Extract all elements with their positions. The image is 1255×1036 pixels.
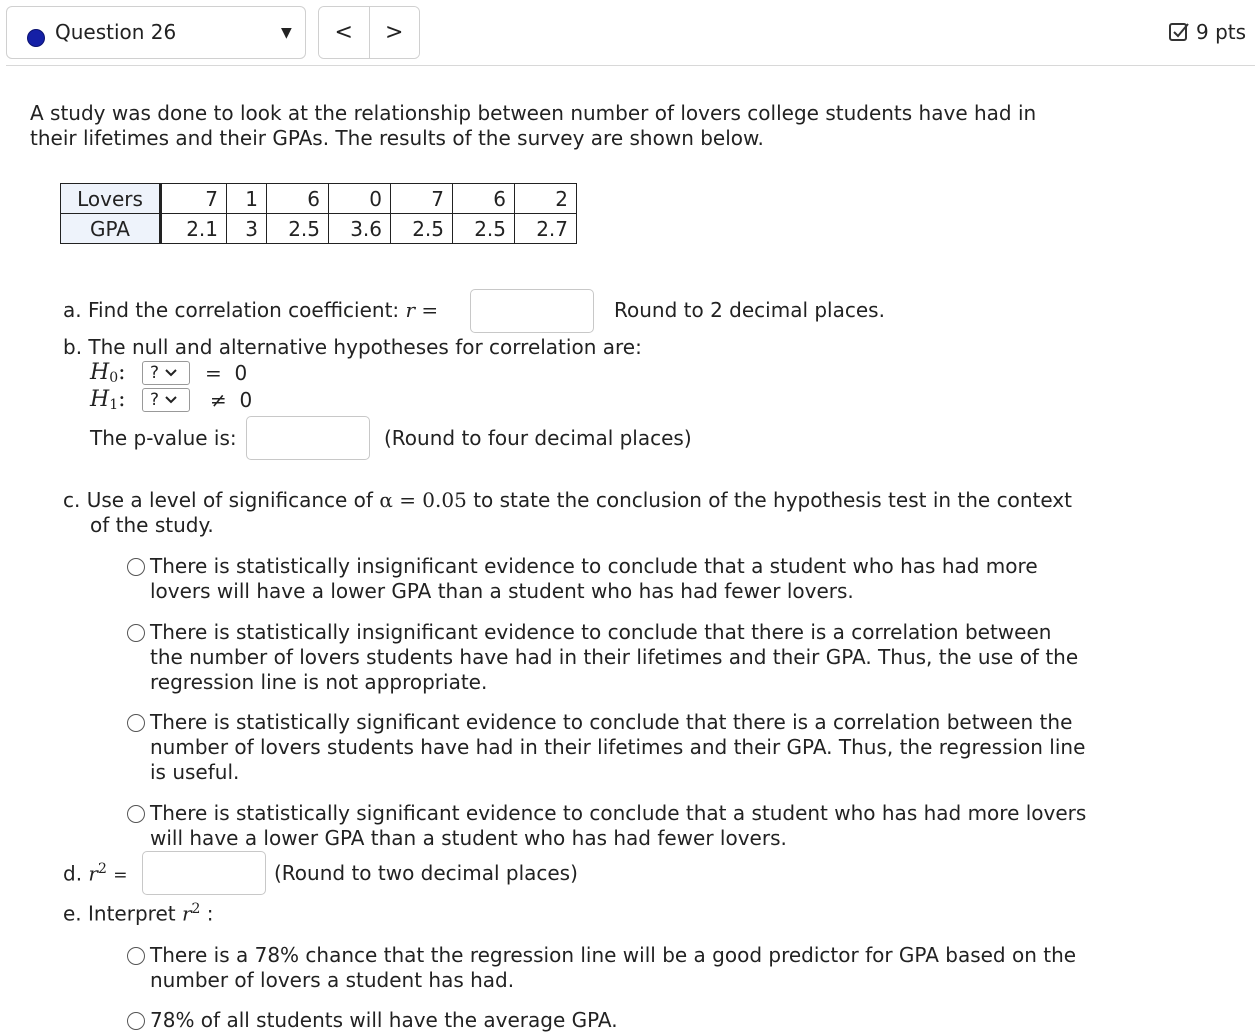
part-e-colon: :	[206, 901, 214, 926]
table-cell: 3	[227, 214, 267, 244]
part-a-var: r =	[405, 298, 439, 322]
part-d-letter: d.	[63, 861, 83, 886]
part-b-text: b. The null and alternative hypotheses for correlation are:	[63, 335, 642, 359]
alpha-value: α = 0.05	[379, 488, 467, 512]
h0-relation	[205, 361, 247, 385]
pvalue-input[interactable]	[246, 416, 370, 460]
radio-button[interactable]	[127, 558, 145, 576]
radio-button[interactable]	[127, 947, 145, 965]
part-d-prompt	[63, 861, 128, 886]
h0-select-value: ?	[150, 363, 160, 383]
h1-symbol: H	[90, 387, 110, 412]
part-a-hint: Round to 2 decimal places.	[614, 298, 885, 322]
table-row-header: Lovers	[61, 184, 161, 214]
h0-parameter-select[interactable]	[142, 361, 190, 385]
next-question-button[interactable]: >	[369, 7, 420, 58]
part-c-text: c. Use a level of significance of	[63, 488, 373, 512]
table-cell: 2.5	[453, 214, 515, 244]
conclusion-option[interactable]	[127, 554, 1087, 604]
h0-subscript: 0	[109, 370, 119, 386]
part-c-line2: of the study.	[90, 513, 214, 537]
table-cell: 1	[227, 184, 267, 214]
table-cell: 2.5	[267, 214, 329, 244]
h0-value: 0	[234, 361, 248, 385]
table-cell: 6	[267, 184, 329, 214]
h1-parameter-select[interactable]	[142, 388, 190, 412]
table-cell: 2.5	[391, 214, 453, 244]
h1-subscript: 1	[109, 397, 119, 413]
r-squared-var: r	[88, 861, 98, 886]
option-text: There is statistically insignificant evidence to conclude that there is a correlation between the number of lovers students have had in their lifetimes and their GPA. Thus, the use of the regression line is not appropriate.	[150, 620, 1079, 694]
conclusion-option[interactable]	[127, 710, 1087, 785]
table-row	[61, 214, 577, 244]
option-text: There is a 78% chance that the regression line will be a good predictor for GPA based on the number of lovers a student has had.	[150, 943, 1077, 992]
table-cell: 2.1	[161, 214, 227, 244]
chevron-down-icon	[165, 396, 177, 404]
table-cell: 6	[453, 184, 515, 214]
r-squared-var: r	[181, 901, 192, 926]
radio-button[interactable]	[127, 1012, 145, 1030]
dropdown-caret-icon: ▼	[281, 25, 292, 41]
correlation-input[interactable]	[470, 289, 594, 333]
radio-button[interactable]	[127, 714, 145, 732]
h1-select-value: ?	[150, 390, 160, 410]
table-row	[61, 184, 577, 214]
part-d-hint: (Round to two decimal places)	[274, 861, 578, 885]
interpretation-option[interactable]	[127, 1008, 1087, 1033]
interpretation-option[interactable]	[127, 943, 1087, 993]
part-e-prompt	[63, 901, 214, 926]
table-cell: 0	[329, 184, 391, 214]
r-squared-exp: 2	[191, 901, 201, 917]
h0-rel-symbol: =	[205, 361, 222, 385]
question-label: Question 26	[55, 20, 177, 44]
pvalue-hint: (Round to four decimal places)	[384, 426, 692, 450]
option-text: 78% of all students will have the average GPA.	[150, 1008, 618, 1032]
h1-relation	[210, 388, 252, 412]
question-selector[interactable]	[6, 6, 306, 59]
part-a-text: a. Find the correlation coefficient:	[63, 298, 400, 322]
option-text: There is statistically significant evidence to conclude that there is a correlation between the number of lovers students have had in their lifetimes and their GPA. Thus, the regression line is useful.	[150, 710, 1086, 784]
radio-button[interactable]	[127, 624, 145, 642]
points-indicator	[1168, 20, 1246, 44]
question-status-dot	[27, 29, 45, 47]
chevron-down-icon	[165, 369, 177, 377]
conclusion-option[interactable]	[127, 620, 1087, 695]
points-text: 9 pts	[1196, 20, 1247, 44]
question-nav	[318, 6, 420, 59]
table-cell: 2.7	[515, 214, 577, 244]
data-table	[60, 183, 577, 244]
table-cell: 7	[161, 184, 227, 214]
h1-rel-symbol: ≠	[210, 388, 227, 412]
h0-label: $H_0$:	[90, 360, 126, 386]
r-squared-exp: 2	[97, 861, 107, 877]
part-c-text-suffix: to state the conclusion of the hypothesis test in the context	[473, 488, 1072, 512]
conclusion-option[interactable]	[127, 801, 1087, 851]
h0-symbol: H	[90, 360, 110, 385]
pvalue-label: The p-value is:	[90, 426, 237, 450]
part-c-prompt	[63, 488, 1072, 512]
option-text: There is statistically significant evidence to conclude that a student who has had more lovers will have a lower GPA than a student who has had fewer lovers.	[150, 801, 1087, 850]
part-a-prompt	[63, 298, 438, 322]
prev-question-button[interactable]: <	[319, 7, 369, 58]
h1-value: 0	[239, 388, 253, 412]
part-d-equals: =	[113, 865, 128, 886]
table-row-header: GPA	[61, 214, 161, 244]
checkbox-icon	[1168, 21, 1190, 43]
question-intro: A study was done to look at the relationship between number of lovers college students have had in their lifetimes and their GPAs. The results of the survey are shown below.	[30, 101, 1037, 150]
part-e-text: e. Interpret	[63, 901, 176, 926]
option-text: There is statistically insignificant evidence to conclude that a student who has had more lovers will have a lower GPA than a student who has had fewer lovers.	[150, 554, 1038, 603]
table-cell: 7	[391, 184, 453, 214]
radio-button[interactable]	[127, 805, 145, 823]
r-squared-input[interactable]	[142, 851, 266, 895]
table-cell: 3.6	[329, 214, 391, 244]
table-cell: 2	[515, 184, 577, 214]
h1-label: $H_1$:	[90, 387, 126, 413]
header-divider	[6, 65, 1255, 66]
